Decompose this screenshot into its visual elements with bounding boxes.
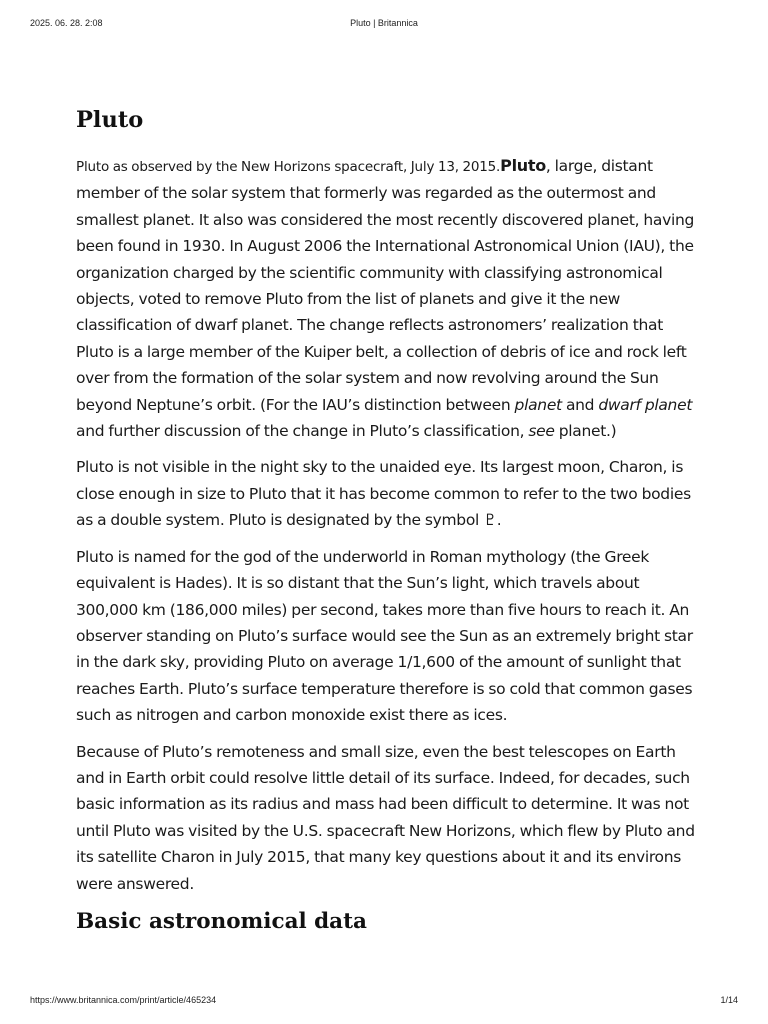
section-heading: Basic astronomical data [76, 908, 367, 934]
intro-text: and further discussion of the change in Pluto’s classification, [76, 422, 529, 441]
body-paragraph: Because of Pluto’s remoteness and small size, even the best telescopes on Earth and in Earth orbit could resolve little detail of its surface. Indeed, for decades, such basic information as its radius and mass had been difficult to determine. It was not until Pluto was visited by the U.S. spacecraft New Horizons, which flew by Pluto and its satellite Charon in July 2015, that many key questions about it and its environs were answered. [76, 742, 695, 893]
lead-term: Pluto [500, 156, 546, 175]
image-caption: Pluto as observed by the New Horizons spacecraft, July 13, 2015. [76, 159, 501, 175]
print-footer [30, 995, 738, 1009]
emphasis-planet: planet [514, 395, 562, 414]
print-page-title: Pluto | Britannica [350, 18, 418, 28]
intro-text: , large, distant member of the solar system that formerly was regarded as the outermost and smallest planet. It also was considered the most recently discovered planet, having been found in 1930. In August 2006 the International Astronomical Union (IAU), the organization charged by the scientific community with classifying astronomical objects, voted to remove Pluto from the list of planets and give it the new classification of dwarf planet. The change reflects astronomers’ realization that Pluto is a large member of the Kuiper belt, a collection of debris of ice and rock left over from the formation of the solar system and now revolving around the Sun beyond Neptune’s orbit. (For the IAU’s distinction between [76, 157, 695, 414]
intro-text: and [561, 395, 599, 414]
article-title: Pluto [76, 107, 144, 133]
intro-text: planet.) [554, 422, 617, 441]
page-indicator: 1/14 [720, 995, 738, 1005]
print-datetime: 2025. 06. 28. 2:08 [30, 18, 103, 28]
emphasis-dwarf-planet: dwarf planet [598, 395, 693, 414]
emphasis-see: see [528, 422, 555, 441]
body-paragraph: Pluto is not visible in the night sky to the unaided eye. Its largest moon, Charon, is close enough in size to Pluto that it has become common to refer to the two bodies as a double system. Pluto is designated by the symbol ♇. [76, 458, 691, 530]
print-header [30, 18, 738, 32]
body-paragraph: Pluto is named for the god of the underworld in Roman mythology (the Greek equivalent is Hades). It is so distant that the Sun’s light, which travels about 300,000 km (186,000 miles) per second, takes more than five hours to reach it. An observer standing on Pluto’s surface would see the Sun as an extremely bright star in the dark sky, providing Pluto on average 1/1,600 of the amount of sunlight that reaches Earth. Pluto’s surface temperature therefore is so cold that common gases such as nitrogen and carbon monoxide exist there as ices. [76, 547, 693, 725]
article-url-link[interactable]: https://www.britannica.com/print/article/465234 [30, 995, 217, 1005]
intro-paragraph [76, 153, 701, 444]
article [76, 105, 701, 937]
